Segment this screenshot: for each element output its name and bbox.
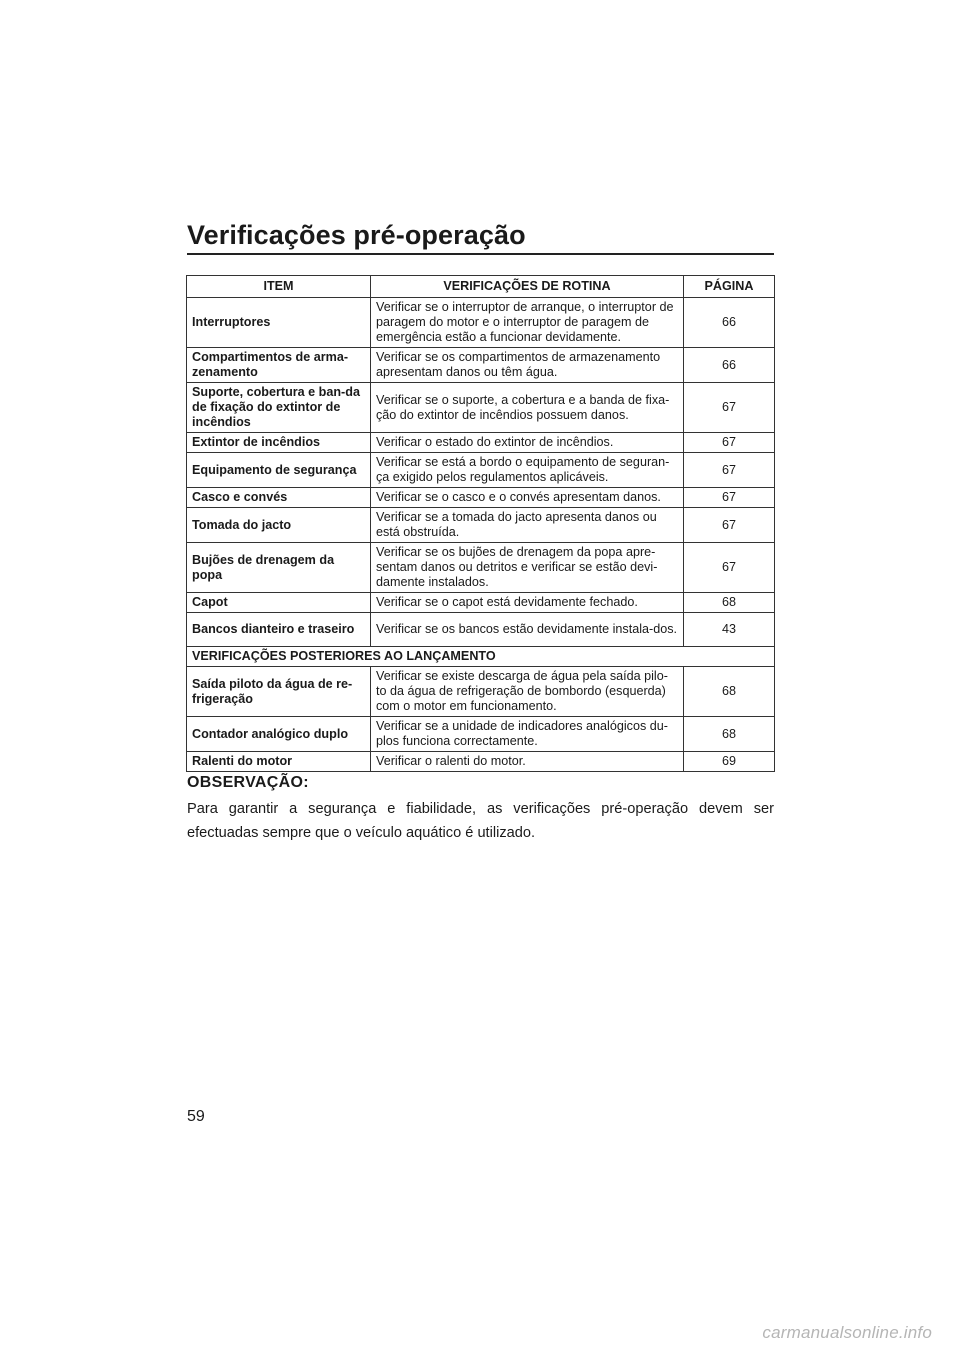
watermark: carmanualsonline.info (762, 1323, 932, 1342)
row-item: Interruptores (187, 298, 371, 348)
table-row (187, 593, 775, 613)
table-row (187, 383, 775, 433)
row-check: Verificar se o capot está devidamente fechado. (371, 593, 684, 613)
table-row (187, 667, 775, 717)
row-item: Contador analógico duplo (187, 717, 371, 752)
table-row (187, 453, 775, 488)
column-header-page: PÁGINA (684, 276, 775, 298)
row-page: 67 (684, 433, 775, 453)
row-page: 67 (684, 453, 775, 488)
row-page: 67 (684, 543, 775, 593)
row-item: Ralenti do motor (187, 752, 371, 772)
table-row (187, 348, 775, 383)
row-check: Verificar o estado do extintor de incêndios. (371, 433, 684, 453)
row-page: 43 (684, 613, 775, 647)
row-page: 67 (684, 383, 775, 433)
section-row (187, 647, 775, 667)
row-page: 66 (684, 348, 775, 383)
row-page: 67 (684, 508, 775, 543)
row-item: Compartimentos de arma-zenamento (187, 348, 371, 383)
row-check: Verificar se o interruptor de arranque, o interruptor de paragem do motor e o interruptor de paragem de emergência estão a funcionar devidamente. (371, 298, 684, 348)
row-item: Bancos dianteiro e traseiro (187, 613, 371, 647)
table-row (187, 298, 775, 348)
title-rule (187, 253, 774, 255)
row-item: Casco e convés (187, 488, 371, 508)
row-page: 67 (684, 488, 775, 508)
row-page: 66 (684, 298, 775, 348)
note-heading: OBSERVAÇÃO: (187, 774, 309, 791)
row-check: Verificar se está a bordo o equipamento de seguran-ça exigido pelos regulamentos aplicáveis. (371, 453, 684, 488)
pre-operation-checklist-table (186, 275, 775, 772)
row-item: Saída piloto da água de re-frigeração (187, 667, 371, 717)
table-row (187, 543, 775, 593)
table-row (187, 508, 775, 543)
column-header-checks: VERIFICAÇÕES DE ROTINA (371, 276, 684, 298)
table-row (187, 752, 775, 772)
row-item: Tomada do jacto (187, 508, 371, 543)
row-item: Capot (187, 593, 371, 613)
row-item: Suporte, cobertura e ban-da de fixação do extintor de incêndios (187, 383, 371, 433)
page-title: Verificações pré-operação (187, 220, 526, 250)
row-page: 68 (684, 593, 775, 613)
row-check: Verificar se os bujões de drenagem da popa apre-sentam danos ou detritos e verificar se estão devi-damente instalados. (371, 543, 684, 593)
row-check: Verificar se o casco e o convés apresentam danos. (371, 488, 684, 508)
row-check: Verificar se o suporte, a cobertura e a banda de fixa-ção do extintor de incêndios possuem danos. (371, 383, 684, 433)
note-text: Para garantir a segurança e fiabilidade, as verificações pré-operação devem ser efectuadas sempre que o veículo aquático é utilizado. (187, 801, 774, 841)
row-page: 69 (684, 752, 775, 772)
table-row (187, 433, 775, 453)
row-item: Equipamento de segurança (187, 453, 371, 488)
row-check: Verificar se a unidade de indicadores analógicos du-plos funciona correctamente. (371, 717, 684, 752)
column-header-item: ITEM (187, 276, 371, 298)
section-label: VERIFICAÇÕES POSTERIORES AO LANÇAMENTO (187, 647, 775, 667)
row-check: Verificar se os bancos estão devidamente instala-dos. (371, 613, 684, 647)
row-item: Extintor de incêndios (187, 433, 371, 453)
row-check: Verificar se existe descarga de água pela saída pilo-to da água de refrigeração de bombordo (esquerda) com o motor em funcionamento. (371, 667, 684, 717)
table-row (187, 717, 775, 752)
row-page: 68 (684, 717, 775, 752)
table-row (187, 488, 775, 508)
row-item: Bujões de drenagem da popa (187, 543, 371, 593)
row-check: Verificar se os compartimentos de armazenamento apresentam danos ou têm água. (371, 348, 684, 383)
table-row (187, 613, 775, 647)
row-check: Verificar se a tomada do jacto apresenta danos ou está obstruída. (371, 508, 684, 543)
row-check: Verificar o ralenti do motor. (371, 752, 684, 772)
table-header-row (187, 276, 775, 298)
row-page: 68 (684, 667, 775, 717)
page-number: 59 (187, 1108, 205, 1125)
